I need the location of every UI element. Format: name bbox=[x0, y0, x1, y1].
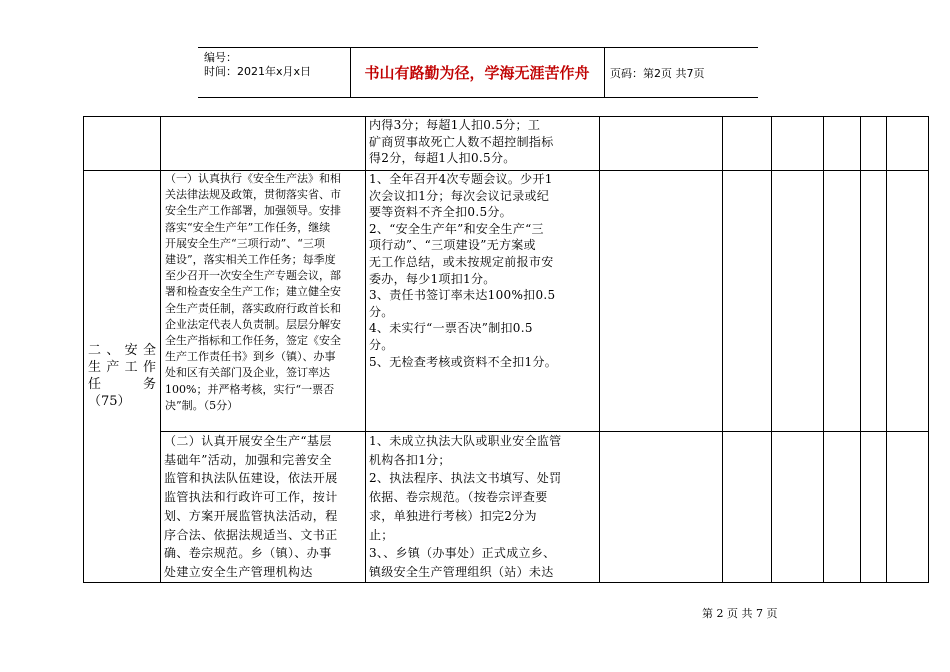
table-cell bbox=[600, 432, 723, 583]
requirement-line: 决”制。（5分） bbox=[165, 398, 239, 412]
criteria-line: 委办，每少1项扣1分。 bbox=[369, 271, 496, 286]
section-cell bbox=[84, 171, 161, 583]
table-cell bbox=[600, 171, 723, 432]
requirement-line: 开展安全生产“三项行动”、“三项 bbox=[165, 236, 325, 250]
requirement-line: 安全生产工作部署，加强领导。安排 bbox=[165, 204, 341, 218]
requirement-line: 划、方案开展监管执法活动，程 bbox=[164, 508, 338, 523]
criteria-line: 2、“安全生产年”和安全生产“三 bbox=[369, 221, 544, 236]
table-cell bbox=[824, 117, 861, 171]
criteria-line: 1、全年召开4次专题会议。少开1 bbox=[369, 172, 553, 186]
document-header bbox=[198, 47, 758, 98]
criteria-line: 机构各扣1分； bbox=[369, 452, 451, 467]
table-cell bbox=[84, 117, 161, 171]
requirement-line: 全生产责任制，落实政府行政首长和 bbox=[165, 301, 341, 315]
requirement-line: 企业法定代表人负责制。层层分解安 bbox=[165, 317, 341, 331]
criteria-line: 依据、卷宗规范。（按卷宗评查要 bbox=[369, 490, 548, 505]
criteria-cell bbox=[366, 117, 600, 171]
requirement-line: 生产工作责任书》到乡（镇）、办事 bbox=[165, 350, 336, 364]
criteria-line: 3、、乡镇（办事处）正式成立乡、 bbox=[369, 546, 556, 561]
requirement-line: 监管执法和行政许可工作，按计 bbox=[164, 490, 338, 505]
requirement-line: 署和检查安全生产工作；建立健全安 bbox=[165, 285, 341, 299]
section-title-line: 二、安全 bbox=[88, 343, 156, 359]
requirement-line: 处和区有关部门及企业，签订率达 bbox=[165, 366, 330, 380]
table-row bbox=[84, 171, 929, 432]
criteria-line: 次会议扣1分；每次会议记录或纪 bbox=[369, 188, 550, 203]
requirement-line: 至少召开一次安全生产专题会议，部 bbox=[165, 269, 341, 283]
table-cell bbox=[723, 432, 772, 583]
table-cell bbox=[887, 432, 929, 583]
requirement-line: 建设”，落实相关工作任务；每季度 bbox=[165, 253, 336, 267]
criteria-line: 分。 bbox=[369, 337, 394, 352]
table-cell bbox=[861, 171, 887, 432]
requirement-line: 处建立安全生产管理机构达 bbox=[164, 564, 313, 579]
table-cell bbox=[600, 117, 723, 171]
criteria-line: 项行动”、“三项建设”无方案或 bbox=[369, 238, 536, 253]
requirement-line: 序合法、依据法规适当、文书正 bbox=[164, 527, 338, 542]
criteria-line: 2、执法程序、执法文书填写、处罚 bbox=[369, 471, 562, 486]
table-cell bbox=[887, 171, 929, 432]
criteria-line: 要等资料不齐全扣0.5分。 bbox=[369, 205, 512, 220]
requirement-cell bbox=[161, 171, 366, 432]
header-meta bbox=[204, 51, 311, 79]
table-cell bbox=[824, 171, 861, 432]
criteria-line: 3、责任书签订率未达100%扣0.5 bbox=[369, 288, 556, 303]
section-title-line: 生产工作 bbox=[88, 360, 156, 376]
section-title-line: 任 务 bbox=[88, 377, 156, 393]
criteria-line: 无工作总结，或未按规定前报市安 bbox=[369, 254, 554, 269]
table-cell bbox=[772, 171, 824, 432]
requirement-line: 基础年”活动，加强和完善安全 bbox=[164, 452, 332, 467]
requirement-cell bbox=[161, 432, 366, 583]
header-divider bbox=[604, 48, 605, 97]
criteria-line: 4、未实行“一票否决”制扣0.5 bbox=[369, 321, 533, 336]
criteria-line: 分。 bbox=[369, 304, 394, 319]
page-footer: 第 2 页 共 7 页 bbox=[702, 607, 778, 620]
table-cell bbox=[887, 117, 929, 171]
table-row bbox=[84, 117, 929, 171]
assessment-table bbox=[83, 116, 929, 583]
table-cell bbox=[861, 432, 887, 583]
requirement-line: 100%；并严格考核，实行“一票否 bbox=[165, 382, 335, 396]
criteria-line: 1、未成立执法大队或职业安全监管 bbox=[369, 434, 562, 448]
requirement-line: 监管和执法队伍建设，依法开展 bbox=[164, 471, 338, 486]
table-cell bbox=[723, 171, 772, 432]
section-score: （75） bbox=[88, 394, 131, 410]
table-cell bbox=[772, 432, 824, 583]
criteria-cell bbox=[366, 432, 600, 583]
criteria-line: 5、无检查考核或资料不全扣1分。 bbox=[369, 354, 558, 369]
criteria-line: 内得3分；每超1人扣0.5分；工 bbox=[369, 118, 541, 132]
page-number-label: 页码：第2页 共7页 bbox=[610, 66, 705, 80]
requirement-line: 确、卷宗规范。乡（镇）、办事 bbox=[164, 546, 332, 561]
table-row bbox=[84, 432, 929, 583]
table-cell bbox=[824, 432, 861, 583]
requirement-line: 落实“安全生产年”工作任务，继续 bbox=[165, 220, 331, 234]
criteria-line: 得2分，每超1人扣0.5分。 bbox=[369, 151, 516, 166]
table-cell bbox=[723, 117, 772, 171]
criteria-line: 矿商贸事故死亡人数不超控制指标 bbox=[369, 134, 554, 149]
header-motto: 书山有路勤为径，学海无涯苦作舟 bbox=[364, 64, 590, 82]
table-cell bbox=[161, 117, 366, 171]
requirement-line: 关法律法规及政策，贯彻落实省、市 bbox=[165, 188, 341, 202]
requirement-line: （一）认真执行《安全生产法》和相 bbox=[165, 172, 341, 185]
criteria-line: 求，单独进行考核）扣完2分为 bbox=[369, 508, 537, 523]
table-cell bbox=[861, 117, 887, 171]
criteria-line: 止； bbox=[369, 527, 394, 542]
time-label: 时间：2021年x月x日 bbox=[204, 65, 312, 78]
requirement-line: （二）认真开展安全生产“基层 bbox=[164, 434, 332, 448]
criteria-line: 镇级安全生产管理组织（站）未达 bbox=[369, 564, 554, 579]
number-label: 编号： bbox=[204, 51, 237, 64]
table-cell bbox=[772, 117, 824, 171]
requirement-line: 全生产指标和工作任务，签定《安全 bbox=[165, 334, 341, 348]
criteria-cell bbox=[366, 171, 600, 432]
